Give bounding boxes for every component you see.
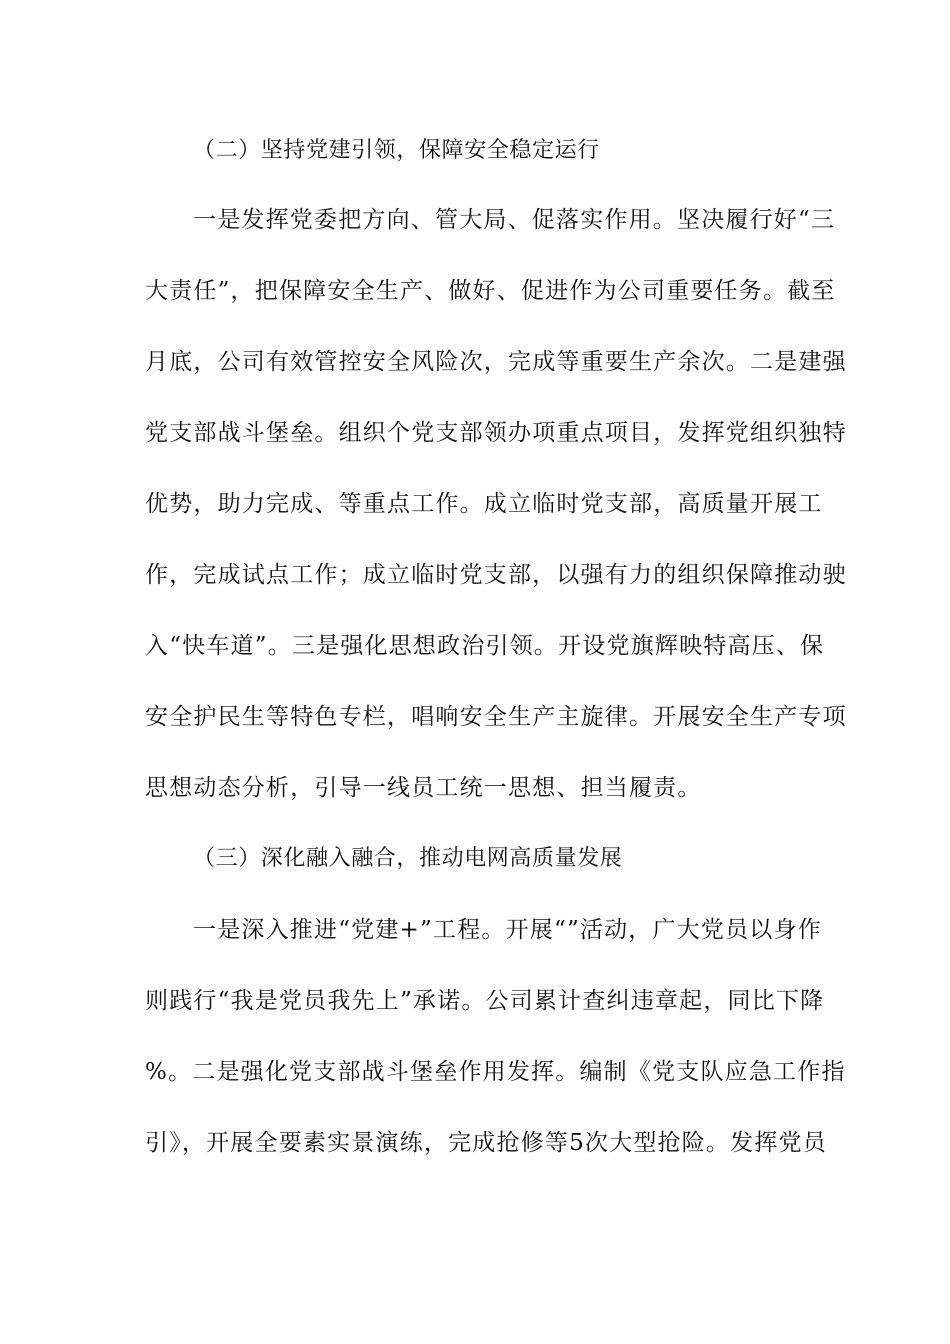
paragraph-line: 入“快车道”。三是强化思想政治引领。开设党旗辉映特高压、保: [145, 633, 825, 659]
paragraph-line: 引》，开展全要素实景演练，完成抢修等5次大型抢险。发挥党员: [145, 1130, 827, 1156]
paragraph-line: %。二是强化党支部战斗堡垒作用发挥。编制《党支队应急工作指: [145, 1059, 846, 1085]
paragraph-line: 安全护民生等特色专栏，唱响安全生产主旋律。开展安全生产专项: [145, 704, 847, 730]
paragraph-line: 月底，公司有效管控安全风险次，完成等重要生产余次。二是建强: [145, 349, 847, 375]
paragraph-line: 思想动态分析，引导一线员工统一思想、担当履责。: [145, 775, 702, 801]
paragraph-line: 作，完成试点工作；成立临时党支部，以强有力的组织保障推动驶: [145, 562, 847, 588]
paragraph-line: 大责任”，把保障安全生产、做好、促进作为公司重要任务。截至: [145, 278, 836, 304]
paragraph-line: 一是深入推进“党建+”工程。开展“”活动，广大党员以身作: [193, 917, 822, 943]
paragraph-line: 党支部战斗堡垒。组织个党支部领办项重点项目，发挥党组织独特: [145, 420, 847, 446]
paragraph-line: 优势，助力完成、等重点工作。成立临时党支部，高质量开展工: [145, 491, 823, 517]
paragraph-line: 一是发挥党委把方向、管大局、促落实作用。坚决履行好“三: [193, 207, 836, 233]
section-heading-3: （三）深化融入融合，推动电网高质量发展: [193, 846, 623, 871]
paragraph-line: 则践行“我是党员我先上”承诺。公司累计查纠违章起，同比下降: [145, 988, 825, 1014]
section-heading-2: （二）坚持党建引领，保障安全稳定运行: [193, 138, 600, 163]
